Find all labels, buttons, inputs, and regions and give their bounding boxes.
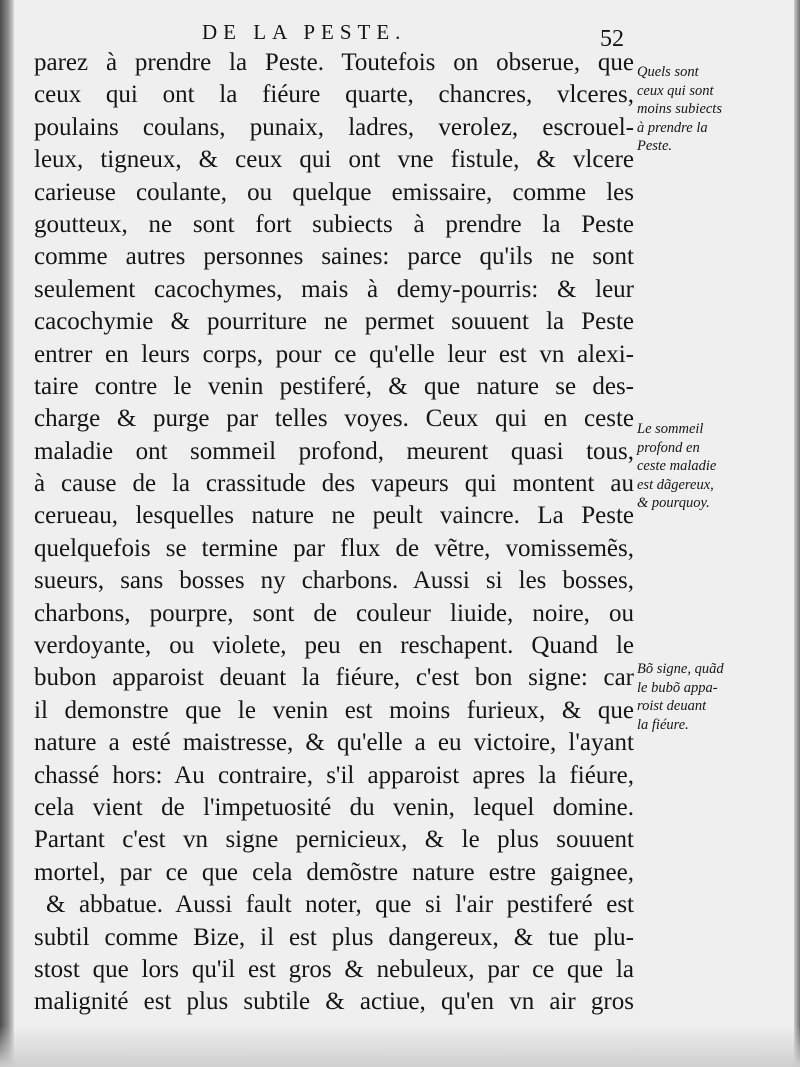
text-line: entrer en leurs corps, pour ce qu'elle leur est vn alexi- [34, 340, 634, 368]
text-line: leux, tigneux, & ceux qui ont vne fistule, & vlcere [34, 146, 634, 174]
text-line: cela vient de l'impetuosité du venin, lequel domine. [34, 793, 634, 821]
marginal-note-line: roist deuant [637, 698, 707, 714]
text-line: parez à prendre la Peste. Toutefois on obserue, que [34, 49, 634, 76]
text-line: verdoyante, ou violete, peu en reschapent. Quand le [34, 632, 634, 660]
marginal-note-line: est dãgereux, [637, 476, 714, 493]
marginal-note-line: ceste maladie [637, 458, 717, 474]
marginal-note-line: profond en [637, 439, 700, 456]
text-line: comme autres personnes saines: parce qu'ils ne sont [34, 243, 634, 271]
text-line: taire contre le venin pestiferé, & que nature se des- [34, 372, 634, 400]
marginal-note [637, 420, 787, 513]
marginal-note-line: moins subiects [637, 101, 722, 117]
text-line: chassé hors: Au contraire, s'il apparoist apres la fiéure, [34, 761, 634, 789]
marginal-note-line: Quels sont [637, 64, 699, 80]
marginal-note [637, 660, 787, 734]
page-binding-edge [0, 0, 14, 1067]
marginal-note-line: & pourquoy. [637, 495, 710, 511]
marginal-note-line: la fiéure. [637, 716, 689, 733]
page-bottom-shadow [0, 1025, 800, 1067]
text-line: quelquefois se termine par flux de vẽtre, vomissemẽs, [34, 534, 634, 562]
marginal-note [637, 63, 787, 156]
text-line: maladie ont sommeil profond, meurent quasi tous, [34, 437, 634, 465]
text-line: malignité est plus subtile & actiue, qu'en vn air gros [34, 988, 634, 1016]
text-line: seulement cacochymes, mais à demy-pourris: & leur [34, 275, 634, 303]
main-text-block [34, 47, 634, 1019]
text-line: charbons, pourpre, sont de couleur liuide, noire, ou [34, 599, 634, 627]
marginal-note-line: Peste. [637, 138, 673, 154]
marginal-note-line: à prendre la [637, 119, 708, 136]
text-line: poulains coulans, punaix, ladres, verolez, escrouel- [34, 113, 634, 141]
text-line: cerueau, lesquelles nature ne peult vaincre. La Peste [34, 502, 634, 530]
text-line: bubon apparoist deuant la fiéure, c'est bon signe: car [34, 664, 634, 692]
text-line: sueurs, sans bosses ny charbons. Aussi si les bosses, [34, 567, 634, 595]
text-line: stost que lors qu'il est gros & nebuleux, par ce que la [34, 955, 634, 983]
marginal-note-line: Le sommeil [637, 421, 704, 437]
text-line: subtil comme Bize, il est plus dangereux, & tue plu- [34, 923, 634, 951]
text-line: cacochymie & pourriture ne permet souuent la Peste [34, 308, 634, 336]
text-line: à cause de la crassitude des vapeurs qui montent au [34, 470, 634, 498]
marginal-note-line: Bõ signe, quãd [637, 661, 724, 677]
marginal-note-line: ceux qui sont [637, 82, 714, 99]
running-head: DE LA PESTE. [202, 20, 407, 44]
text-line: carieuse coulante, ou quelque emissaire, comme les [34, 178, 634, 206]
marginal-note-line: le bubõ appa- [637, 679, 718, 696]
page-outer-edge [794, 0, 800, 1067]
text-line: & abbatue. Aussi fault noter, que si l'air pestiferé est [46, 891, 634, 919]
text-line: goutteux, ne sont fort subiects à prendre la Peste [34, 210, 634, 238]
text-line: charge & purge par telles voyes. Ceux qui en ceste [34, 405, 634, 433]
text-line: nature a esté maistresse, & qu'elle a eu victoire, l'ayant [34, 729, 634, 757]
text-line: mortel, par ce que cela demõstre nature estre gaignee, [34, 858, 634, 886]
page-number: 52 [600, 26, 624, 52]
text-line: ceux qui ont la fiéure quarte, chancres, vlceres, [34, 81, 634, 109]
text-line: il demonstre que le venin est moins furieux, & que [34, 696, 634, 724]
text-line: Partant c'est vn signe pernicieux, & le plus souuent [34, 826, 634, 854]
